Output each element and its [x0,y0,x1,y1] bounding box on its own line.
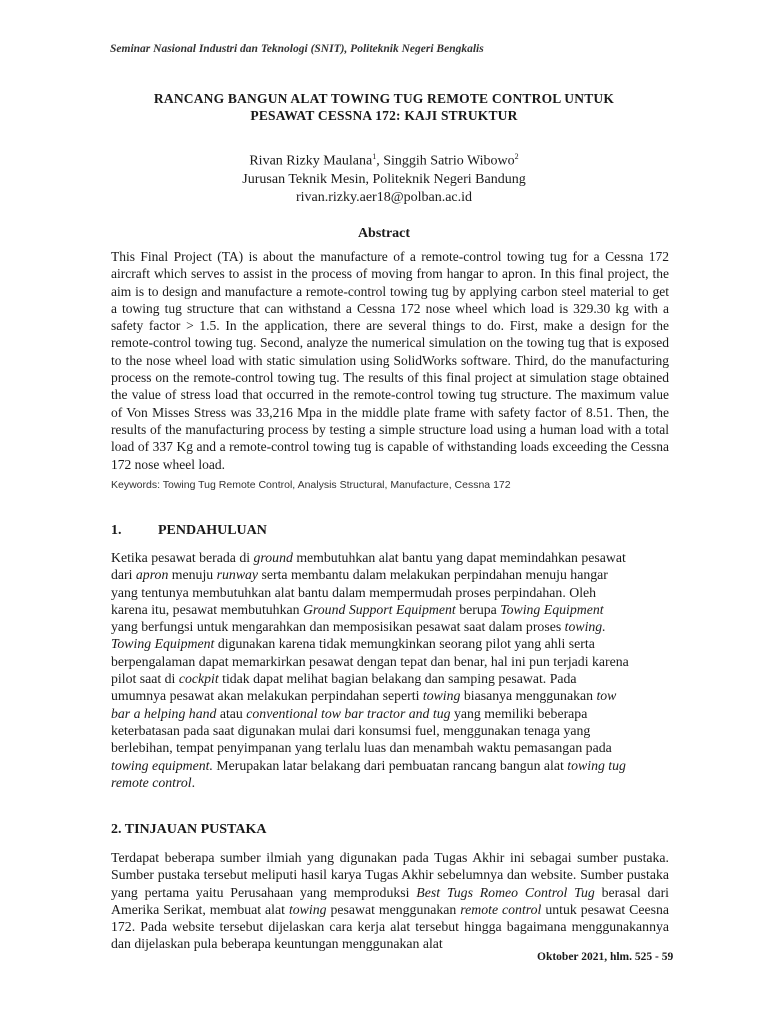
text-run: pilot saat di [111,671,179,687]
text-run: Ketika pesawat berada di [111,550,254,565]
author-2: Singgih Satrio Wibowo [383,153,515,169]
paragraph-line [111,566,669,583]
text-run: umumnya pesawat akan melakukan perpindahan seperti [111,688,423,704]
paragraph-line [111,687,669,704]
paragraph-line [111,705,669,722]
italic-term: towing tug [567,757,626,773]
paragraph-line [111,774,669,791]
italic-term: runway [216,567,259,583]
paragraph-line [111,601,669,618]
paragraph-line [111,670,669,687]
italic-term: Towing Equipment [111,636,215,652]
section-1-body [111,549,669,791]
paragraph-line [111,584,669,601]
paragraph-line [111,653,669,670]
paragraph-line [111,739,669,756]
abstract-text: This Final Project (TA) is about the manufacture of a remote-control towing tug for a Cessna 172 aircraft which serves to assist in the process of moving from hangar to apron. In this final project, the aim is to design and manufacture a remote-control towing tug by applying carbon steel material to get a towing tug structure that can withstand a Cessna 172 nose wheel which load is 329.30 kg with a safety factor > 1.5. In the application, there are several things to do. First, make a design for the remote-control towing tug. Second, analyze the numerical simulation on the towing tug that is exposed to the nose wheel load with static simulation using SolidWorks software. Third, do the manufacturing process on the remote-control towing tug. The results of this final project at simulation stage obtained the value of stress load that occurred in the remote-control towing tug structure. The maximum value of Von Misses Stress was 33,216 Mpa in the middle plate frame with safety factor of 8.51. Then, the results of the manufacturing process by testing a simple structure load using a human load with a total load of 337 Kg and a remote-control towing tug is capable of withstanding loads exceeding the Cessna 172 nose wheel load. [111,249,669,472]
text-run: berlebihan, tempat penyimpanan yang terlalu luas dan menambah waktu pemasangan pada [111,740,612,756]
paragraph-line [111,722,669,739]
paragraph-line [111,635,669,652]
paragraph-line [111,618,669,635]
italic-term: apron [135,567,169,583]
italic-term: Best Tugs Romeo Control Tug [416,884,595,900]
text-run: yang berfungsi untuk mengarahkan dan memposisikan pesawat saat dalam proses [111,619,565,635]
paragraph-line [111,549,669,566]
text-run: dari [111,567,136,583]
text-run: biasanya menggunakan [460,688,597,704]
author-block [0,148,768,207]
paragraph-line [111,757,669,774]
text-run: serta membantu dalam melakukan perpindahan menuju hangar [258,567,608,583]
text-run: Terdapat beberapa sumber ilmiah yang digunakan pada Tugas Akhir ini sebagai sumber pustaka. Sumber pustaka tersebut meliputi hasil karya Tugas Akhir sebelumnya dan website. Sumber pustaka yang pertama yaitu Perusahaan yang memproduksi [111,850,669,900]
abstract-heading: Abstract [357,226,411,241]
text-run: . [191,774,196,790]
italic-term: Ground Support Equipment [302,601,456,617]
keywords: Keywords: Towing Tug Remote Control, Analysis Structural, Manufacture, Cessna 172 [111,479,511,491]
text-run: yang tentunya membutuhkan alat bantu dalam mempermudah proses perpindahan. Oleh [111,584,597,600]
running-header: Seminar Nasional Industri dan Teknologi (SNIT), Politeknik Negeri Bengkalis [110,43,484,55]
title-line-1: RANCANG BANGUN ALAT TOWING TUG REMOTE CONTROL UNTUK [153,91,615,106]
text-run: membutuhkan alat bantu yang dapat memindahkan pesawat [292,550,626,565]
text-run: atau [216,705,247,721]
italic-term: remote control [460,901,542,917]
text-run: tidak dapat melihat bagian belakang dan samping pesawat. Pada [218,671,577,687]
italic-term: remote control [111,774,192,790]
italic-term: cockpit [178,671,219,687]
author-separator: , [376,153,384,169]
text-run: pesawat menggunakan [326,901,461,917]
text-run: digunakan karena tidak memungkinkan seorang pilot yang ahli serta [214,636,595,652]
italic-term: towing equipment. [111,757,213,773]
paper-title [0,90,768,124]
text-run: karena itu, pesawat membutuhkan [111,601,303,617]
italic-term: towing [288,901,327,917]
italic-term: tow [596,688,617,704]
text-run: berasal dari Amerika Serikat, membuat alat [111,884,669,917]
author-1-affil: 1 [372,152,377,161]
title-line-2: PESAWAT CESSNA 172: KAJI STRUKTUR [250,108,518,123]
author-2-affil: 2 [514,152,519,161]
text-run: keterbatasan pada saat digunakan mulai dari konsumsi fuel, menggunakan tenaga yang [111,722,591,738]
italic-term: ground [253,550,293,565]
italic-term: towing. [564,619,606,635]
italic-term: Towing Equipment [500,601,604,617]
italic-term: bar a helping hand [111,705,217,721]
section-1-number: 1. [111,523,122,538]
italic-term: conventional tow bar tractor and tug [246,705,451,721]
text-run: menuju [168,567,217,583]
author-email: rivan.rizky.aer18@polban.ac.id [295,189,473,205]
text-run: yang memiliki beberapa [450,705,588,721]
section-1-heading [111,523,267,539]
text-run: Merupakan latar belakang dari pembuatan rancang bangun alat [212,757,568,773]
section-2-heading: 2. TINJAUAN PUSTAKA [111,822,267,837]
text-run: berpengalaman dapat memarkirkan pesawat dengan tepat dan benar, hal ini pun terjadi karena [111,653,629,669]
italic-term: towing [422,688,461,704]
author-1: Rivan Rizky Maulana [249,153,373,169]
text-run: untuk pesawat Ceesna 172. Pada website tersebut dijelaskan cara kerja alat tersebut hingga bagaimana menggunakannya dan dijelaskan pula beberapa keuntungan menggunakan alat [111,901,670,952]
section-1-title: PENDAHULUAN [158,523,267,538]
text-run: berupa [455,601,501,617]
section-2-body [111,849,669,953]
author-names [0,148,768,171]
page-footer: Oktober 2021, hlm. 525 - 59 [537,951,674,963]
affiliation: Jurusan Teknik Mesin, Politeknik Negeri Bandung [242,171,526,187]
